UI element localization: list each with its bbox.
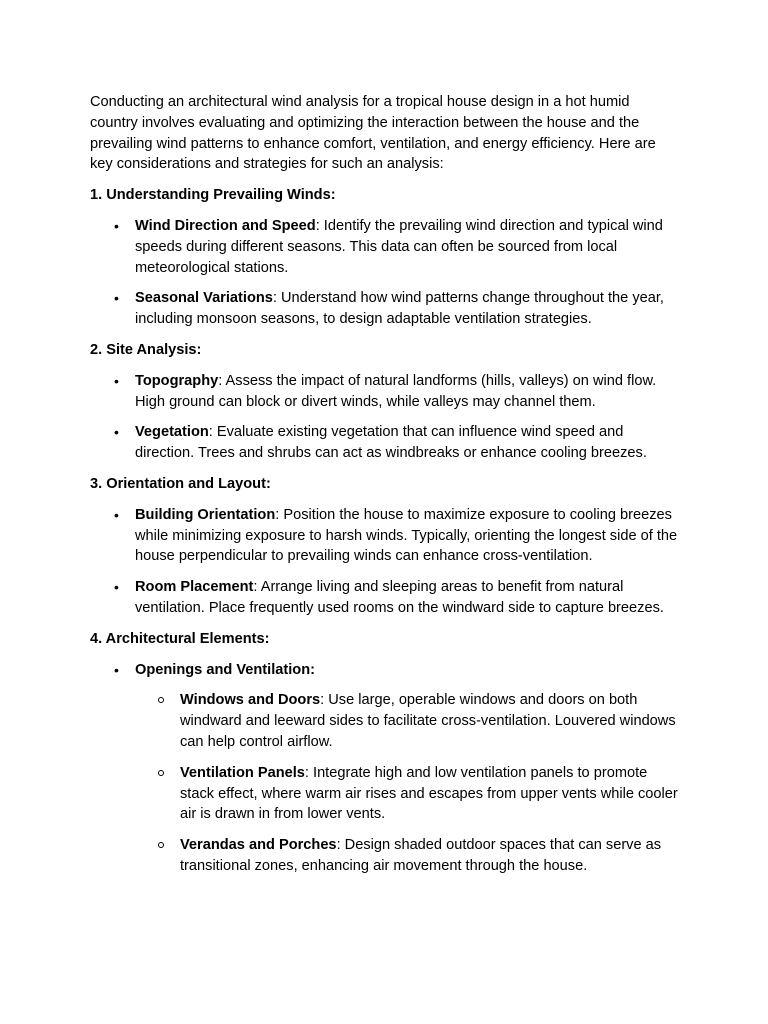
- bullet-list: [90, 371, 680, 464]
- bullet-list: [90, 216, 680, 330]
- item-text: : Assess the impact of natural landforms (hills, valleys) on wind flow. High ground can block or divert winds, while valleys may channel them.: [135, 372, 657, 410]
- item-text: : Arrange living and sleeping areas to benefit from natural ventilation. Place frequently used rooms on the windward side to capture breezes.: [135, 579, 664, 616]
- subitem-text: : Use large, operable windows and doors on both windward and leeward sides to facilitate cross-ventilation. Louvered windows can help control airflow.: [180, 692, 676, 750]
- bullet-list: [90, 660, 680, 877]
- sub-list-item: [180, 835, 680, 877]
- subitem-text: : Design shaded outdoor spaces that can serve as transitional zones, enhancing air movement through the house.: [180, 837, 662, 874]
- item-term: Room Placement: [135, 579, 254, 596]
- list-item: [114, 422, 680, 464]
- list-item: [114, 660, 680, 877]
- item-term: Openings and Ventilation:: [135, 661, 315, 678]
- item-text: : Evaluate existing vegetation that can influence wind speed and direction. Trees and shrubs can act as windbreaks or enhance cooling breezes.: [135, 424, 647, 462]
- item-term: Vegetation: [135, 424, 209, 441]
- section-heading: 4. Architectural Elements:: [90, 630, 270, 647]
- subitem-term: Ventilation Panels: [180, 764, 305, 781]
- bullet-icon: •: [114, 579, 119, 596]
- list-item: [114, 216, 680, 278]
- list-item: [114, 505, 680, 567]
- item-text: : Position the house to maximize exposure to cooling breezes while minimizing exposure to harsh winds. Typically, orienting the longest side of the house perpendicular to prevailing winds can enhance cross-ventilation.: [135, 506, 678, 565]
- bullet-icon: •: [114, 290, 119, 307]
- bullet-list: [90, 505, 680, 619]
- section-heading: 1. Understanding Prevailing Winds:: [90, 187, 336, 204]
- bullet-icon: •: [114, 506, 119, 523]
- item-term: Topography: [135, 372, 219, 389]
- item-text: : Identify the prevailing wind direction and typical wind speeds during different seasons. This data can often be sourced from local meteorological stations.: [135, 217, 663, 276]
- circle-bullet-icon: [158, 697, 164, 703]
- bullet-icon: •: [114, 372, 119, 389]
- section-heading: 2. Site Analysis:: [90, 341, 202, 358]
- subitem-text: : Integrate high and low ventilation panels to promote stack effect, where warm air rises and escapes from upper vents while cooler air is drawn in from lower vents.: [180, 764, 678, 823]
- item-term: Wind Direction and Speed: [135, 217, 316, 234]
- circle-bullet-icon: [158, 770, 164, 776]
- subitem-term: Verandas and Porches: [180, 837, 337, 854]
- section-heading: 3. Orientation and Layout:: [90, 475, 271, 492]
- list-item: [114, 577, 680, 619]
- list-item: [114, 371, 680, 413]
- circle-bullet-icon: [158, 842, 164, 848]
- bullet-icon: •: [114, 661, 119, 678]
- item-term: Seasonal Variations: [135, 290, 273, 307]
- intro-paragraph: Conducting an architectural wind analysis for a tropical house design in a hot humid country involves evaluating and optimizing the interaction between the house and the prevailing wind patterns to enhance comfort, ventilation, and energy efficiency. Here are key considerations and strategies for such an analysis:: [90, 94, 656, 173]
- bullet-icon: •: [114, 424, 119, 441]
- subitem-term: Windows and Doors: [180, 692, 321, 709]
- list-item: [114, 288, 680, 330]
- bullet-icon: •: [114, 217, 119, 234]
- item-text: : Understand how wind patterns change throughout the year, including monsoon seasons, to design adaptable ventilation strategies.: [135, 290, 664, 328]
- sub-bullet-list: [135, 690, 680, 876]
- sub-list-item: [180, 763, 680, 825]
- item-term: Building Orientation: [135, 506, 276, 523]
- sub-list-item: [180, 690, 680, 752]
